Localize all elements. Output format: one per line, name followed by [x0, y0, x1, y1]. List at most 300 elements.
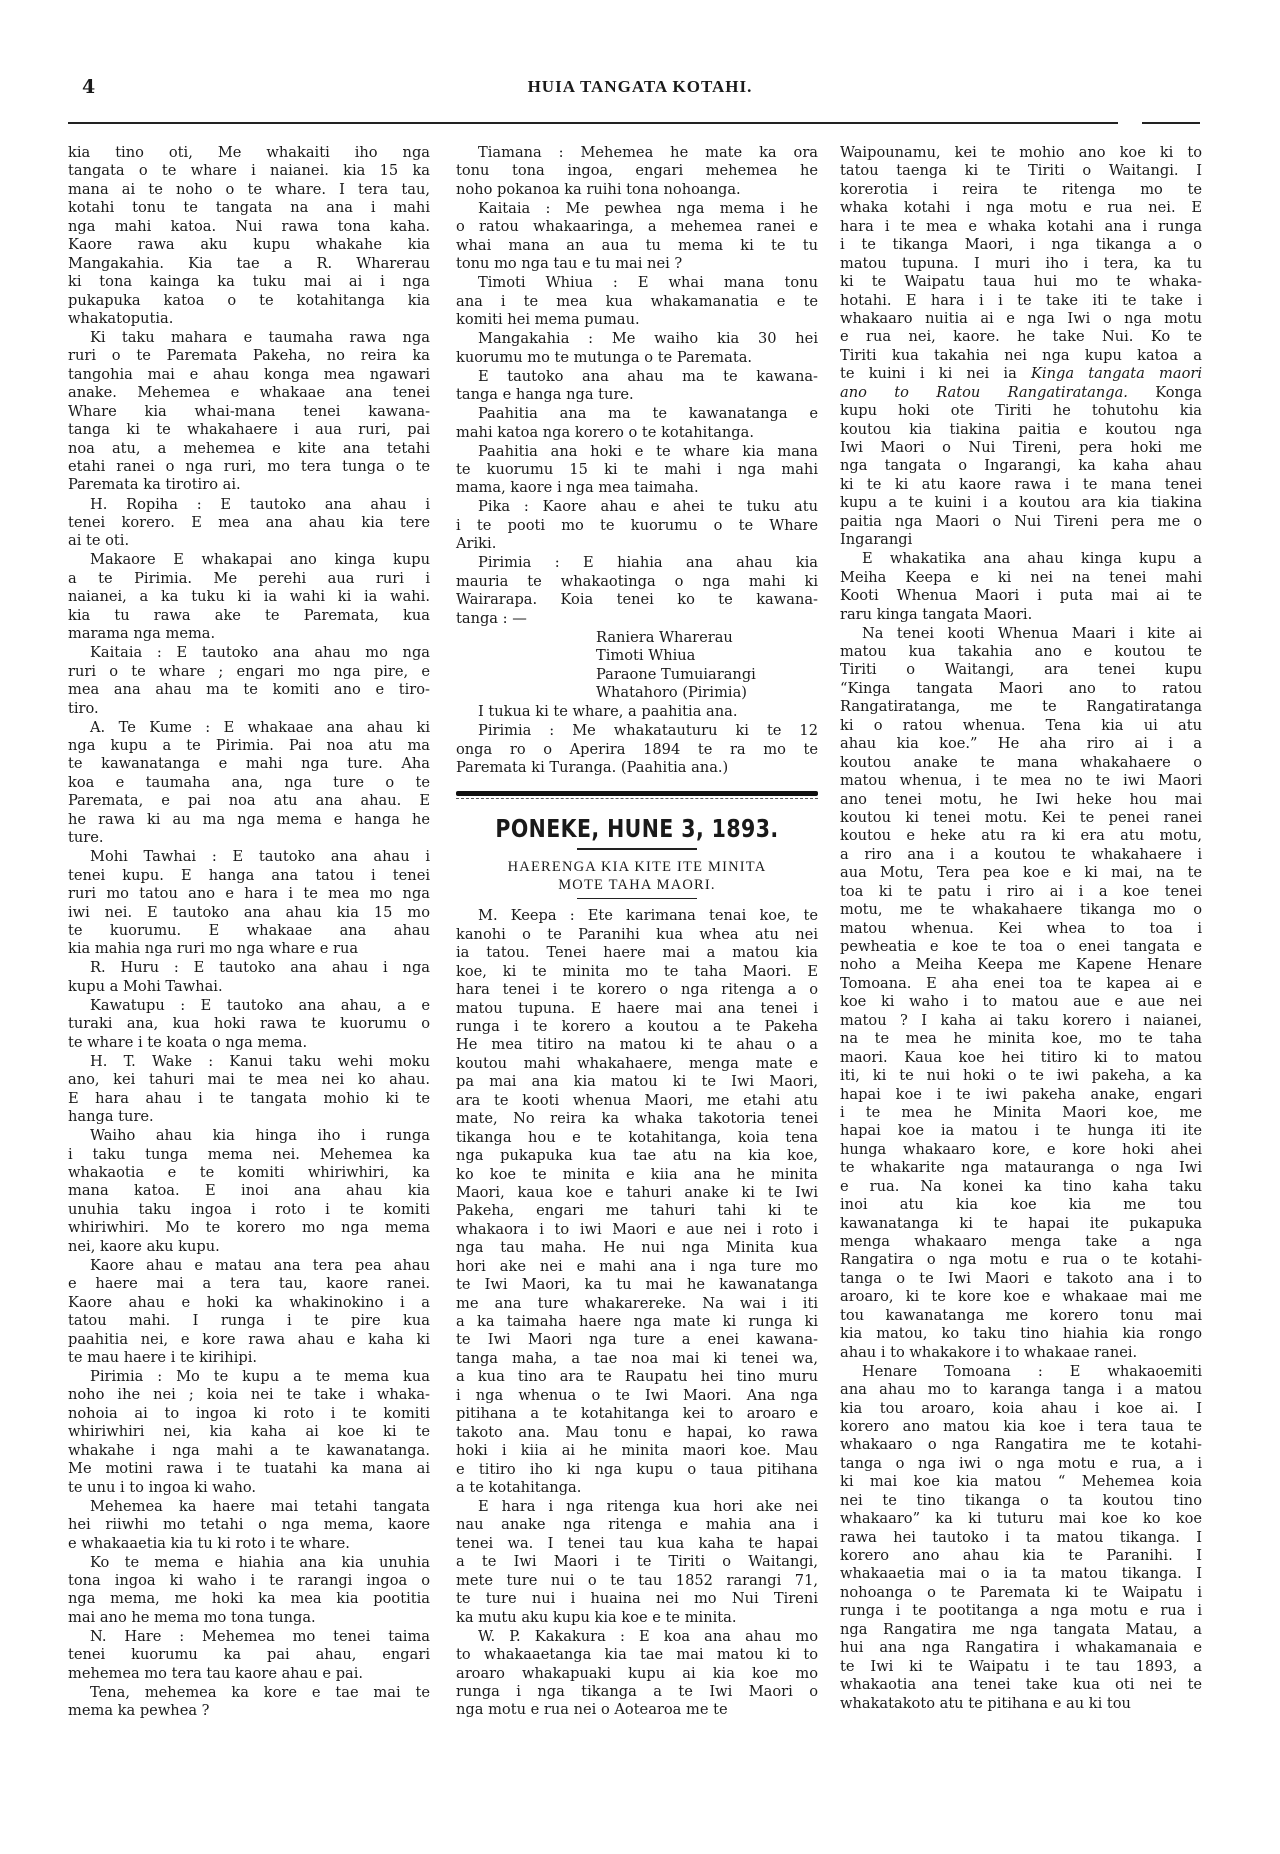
text-line: Paremata ki Turanga. (Paahitia ana.): [456, 758, 729, 776]
text-line: to whakaaetanga kia tae mai matou ki to: [456, 1646, 818, 1664]
text-line: nga mema, me hoki ka mea kia pootitia: [68, 1590, 430, 1608]
text-line: Pirimia : Mo te kupu a te mema kua: [90, 1368, 430, 1385]
text-line: rawa hei tautoko i ta matou tikanga. I: [840, 1528, 1202, 1546]
text-line: menga whakaaro menga take a nga: [840, 1233, 1202, 1250]
text-line: whakaotia e te komiti whiriwhiri, ka: [68, 1164, 430, 1181]
text-line: koutou e heke atu ra ki era atu motu,: [840, 827, 1202, 845]
text-line: tenei wa. I tenei tau kua kaha te hapai: [456, 1534, 818, 1552]
text-line: Tena, mehemea ka kore e tae mai te: [90, 1683, 430, 1701]
text-line: te Iwi ki te Waipatu i te tau 1893, a: [840, 1657, 1202, 1675]
text-line: te unu i to ingoa ki waho.: [68, 1478, 257, 1496]
text-line: ki te Waipatu taua hui mo te whaka-: [840, 273, 1202, 291]
text-line: whakatakoto atu te pitihana e au ki tou: [840, 1694, 1131, 1712]
names-list: [456, 629, 818, 703]
text-line: ahau i to whakakore i to whakaae ranei.: [840, 1343, 1138, 1361]
text-line: whakaora i to iwi Maori e aue nei i roto i: [456, 1220, 818, 1238]
paragraph: [68, 1053, 430, 1127]
text-line: mana ai te noho o te whare. I tera tau,: [68, 180, 430, 198]
text-line: ko koe te minita e kiia ana he minita: [456, 1165, 818, 1183]
text-line: Maori, kaua koe e tahuri anake ki te Iwi: [456, 1183, 818, 1201]
text-line: raru kinga tangata Maori.: [840, 605, 1033, 623]
paragraph: [68, 144, 430, 328]
text-line: He mea titiro na matou ki te ahau o a: [456, 1036, 818, 1054]
text-line: te ture nui i huaina nei mo Nui Tireni: [456, 1590, 818, 1608]
text-line: inoi atu kia koe kia me tou: [840, 1196, 1202, 1214]
text-line: kawanatanga ki te hapai ite pukapuka: [840, 1214, 1202, 1232]
section-heading: PONEKE, HUNE 3, 1893.: [495, 814, 779, 844]
text-line: Paraone Tumuiarangi: [596, 665, 756, 683]
section-divider: [456, 791, 818, 796]
text-line: Ariki.: [456, 535, 497, 553]
text-line: te kuorumu 15 ki te mahi i nga mahi: [456, 461, 818, 478]
text-line: kotahi tonu te tangata na ana i mahi: [68, 199, 430, 217]
text-line: i nga whenua o te Iwi Maori. Ana nga: [456, 1386, 818, 1404]
text-line: e rua nei, kaore. he take Nui. Ko te: [840, 328, 1202, 346]
text-line: tanga o te Iwi Maori e takoto ana i to: [840, 1269, 1202, 1287]
text-line: Whatahoro (Pirimia): [596, 684, 747, 702]
text-line: hapai koe i te iwi pakeha anake, engari: [840, 1085, 1202, 1103]
text-line: i te tikanga Maori, i nga tikanga a o: [840, 236, 1202, 254]
text-line: ki o ratou whenua. Tena kia ui atu: [840, 716, 1202, 734]
text-line: whakaaetia mai o ia ta matou tikanga. I: [840, 1565, 1202, 1583]
text-line: koutou ki tenei motu. Kei te penei ranei: [840, 808, 1202, 826]
text-line: naianei, a ka tuku ki ia wahi ki ia wahi.: [68, 588, 430, 606]
paragraph: [456, 443, 818, 498]
text-line: koe ki waho i to matou aue e aue nei: [840, 993, 1202, 1011]
column-2: [456, 144, 818, 1720]
text-line: tiro.: [68, 699, 99, 717]
text-line: Waipounamu, kei te mohio ano koe ki to: [840, 144, 1202, 161]
text-line: Kaore ahau e matau ana tera pea ahau: [90, 1256, 430, 1274]
paragraph: [456, 274, 818, 329]
text-line: E hara i nga ritenga kua hori ake nei: [478, 1498, 818, 1515]
text-line: kupu a Mohi Tawhai.: [68, 977, 223, 995]
text-line: koutou anake te mana whakahaere o: [840, 753, 1202, 771]
text-line: te kawanatanga e mahi nga ture. Aha: [68, 755, 430, 773]
text-line: kupu a te kuini i a koutou ara kia tiakina: [840, 494, 1202, 512]
text-line: tanga ki te whakahaere i aua ruri, pai: [68, 421, 430, 439]
text-line: Kooti Whenua Maori i puta mai ai te: [840, 587, 1202, 605]
text-line: Na tenei kooti Whenua Maari i kite ai: [862, 624, 1202, 642]
text-line: W. P. Kakakura : E koa ana ahau mo: [478, 1627, 818, 1645]
text-line: matou tupuna. E haere mai ana tenei i: [456, 999, 818, 1017]
text-line: whakatoputia.: [68, 309, 174, 327]
text-line: kia matou, ko taku tino hiahia kia rongo: [840, 1325, 1202, 1343]
text-line: E hara ahau i te tangata mohio ki te: [68, 1089, 430, 1107]
text-line: i te mea he Minita Maori koe, me: [840, 1103, 1202, 1121]
header-rule-end: [1142, 122, 1200, 124]
text-line: Timoti Whiua : E whai mana tonu: [478, 274, 818, 292]
text-line: tangata o te whare i naianei. kia 15 ka: [68, 162, 430, 180]
text-line: mete ture nui o te tau 1852 rarangi 71,: [456, 1571, 818, 1589]
paragraph: [68, 644, 430, 718]
paragraph: [456, 405, 818, 442]
text-line: pukapuka katoa o te kotahitanga kia: [68, 291, 430, 309]
text-line: “Kinga tangata Maori ano to ratou: [840, 679, 1202, 697]
text-line: ki mai koe kia matou “ Mehemea koia: [840, 1473, 1202, 1491]
text-line: nohoanga o te Paremata ki te Waipatu i: [840, 1583, 1202, 1601]
text-line: matou kua takahia ano e koutou te: [840, 643, 1202, 660]
text-line: ka mutu aku kupu kia koe e te minita.: [456, 1608, 737, 1626]
paragraph: [456, 1498, 818, 1627]
text-line: hotahi. E hara i i te take iti te take i: [840, 291, 1202, 309]
text-line: ruri o te whare ; engari mo nga pire, e: [68, 662, 430, 680]
paragraph: [68, 1257, 430, 1368]
text-line: tenei korero. E mea ana ahau kia tere: [68, 513, 430, 531]
text-line: Rangatiratanga, me te Rangatiratanga: [840, 698, 1202, 716]
text-line: tanga o nga iwi o nga motu e rua, a i: [840, 1454, 1202, 1472]
text-line: kuorumu mo te mutunga o te Paremata.: [456, 348, 753, 366]
text-line: mahi katoa nga korero o te kotahitanga.: [456, 423, 754, 441]
text-line: mehemea mo tera tau kaore ahau e pai.: [68, 1664, 364, 1682]
text-line: nei, kaore aku kupu.: [68, 1237, 220, 1255]
text-line: Ko te mema e hiahia ana kia unuhia: [90, 1553, 430, 1571]
text-line: hui ana nga Rangatira i whakamanaia e: [840, 1639, 1202, 1657]
text-line: Paahitia ana ma te kawanatanga e: [478, 405, 818, 423]
paragraph: [68, 1127, 430, 1256]
paragraph: [68, 1554, 430, 1628]
text-line: hei riiwhi mo tetahi o nga mema, kaore: [68, 1516, 430, 1534]
text-line: E whakatika ana ahau kinga kupu a: [862, 550, 1202, 568]
paragraph: [840, 550, 1202, 624]
text-line: te Iwi Maori nga ture a enei kawana-: [456, 1331, 818, 1349]
text-line: o ratou whakaaringa, a mehemea ranei e: [456, 218, 818, 236]
subheading-rule: [577, 898, 697, 900]
text-line: [840, 365, 1202, 383]
text-line: hara tenei i te korero o nga ritenga a o: [456, 981, 818, 999]
text-line: i te pooti mo te kuorumu o te Whare: [456, 516, 818, 534]
text-line: hunga whakaaro kore, e kore hoki ahei: [840, 1140, 1202, 1158]
text-line: paitia nga Maori o Nui Tireni pera me o: [840, 512, 1202, 530]
text-line: Paremata ka tirotiro ai.: [68, 476, 241, 494]
text-line: mate, No reira ka whaka takotoria tenei: [456, 1110, 818, 1128]
text-line: onga ro o Aperira 1894 te ra mo te: [456, 740, 818, 758]
text-line: anake. Mehemea e whakaae ana tenei: [68, 384, 430, 402]
text-line: tonu mo nga tau e tu mai nei ?: [456, 255, 683, 273]
text-line: Pirimia : Me whakatauturu ki te 12: [478, 722, 818, 740]
text-line: nohoia ai to ingoa ki roto i te komiti: [68, 1404, 430, 1422]
paragraph: [68, 719, 430, 848]
paragraph: [68, 551, 430, 643]
text-line: Raniera Wharerau: [596, 628, 733, 646]
paragraph: [68, 496, 430, 551]
text-line: Kawatupu : E tautoko ana ahau, a e: [90, 996, 430, 1014]
text-line: Pika : Kaore ahau e ahei te tuku atu: [478, 498, 818, 516]
paragraph: [68, 329, 430, 495]
text-line: whai mana an aua tu mema ki te tu: [456, 236, 818, 254]
text-line: hanga ture.: [68, 1108, 154, 1126]
text-line: i taku tunga mema nei. Mehemea ka: [68, 1145, 430, 1163]
text-line: te Iwi Maori, ka tu mai he kawanatanga: [456, 1276, 818, 1294]
text-line: tona ingoa ki waho i te rarangi ingoa o: [68, 1572, 430, 1589]
text-line: koutou mahi whakahaere, menga mate e: [456, 1054, 818, 1072]
text-line: whiriwhiri nei, kia kaha ai koe ki te: [68, 1423, 430, 1441]
text-line: hoki i kiia ai he minita maori koe. Mau: [456, 1442, 818, 1460]
paragraph: [456, 144, 818, 199]
text-line: e haere mai a tera tau, kaore ranei.: [68, 1275, 430, 1293]
text-line: Makaore E whakapai ano kinga kupu: [90, 551, 430, 569]
text-line: Whare kia whai-mana tenei kawana-: [68, 402, 430, 420]
text-line: tangohia mai e ahau konga mea ngawari: [68, 365, 430, 383]
text-line: aroaro, ki te kore koe e whakaae mai me: [840, 1288, 1202, 1306]
page-title: HUIA TANGATA KOTAHI.: [527, 77, 753, 96]
text-line: tanga maha, a tae noa mai ki tenei wa,: [456, 1349, 818, 1367]
article-subheading: [456, 858, 818, 894]
paragraph: [68, 1498, 430, 1553]
text-line: tou kawanatanga me korero tonu mai: [840, 1306, 1202, 1324]
text-line: Kaitaia : E tautoko ana ahau mo nga: [90, 644, 430, 662]
text-line: Kaitaia : Me pewhea nga mema i he: [478, 199, 818, 217]
text-line: te whakarite nga matauranga o nga Iwi: [840, 1159, 1202, 1177]
text-line: noho ihe nei ; koia nei te take i whaka-: [68, 1386, 430, 1404]
text-line: matou whenua. Kei whea to toa i: [840, 919, 1202, 937]
text-line: mema ka pewhea ?: [68, 1702, 210, 1720]
text-line: ara te kooti whenua Maori, me etahi atu: [456, 1091, 818, 1109]
text-line: nei te tino tikanga o ta koutou tino: [840, 1491, 1202, 1509]
text-line: aroaro whakapuaki kupu ai kia koe mo: [456, 1664, 818, 1682]
text-line: paahitia nei, e kore rawa ahau e kaha ki: [68, 1330, 430, 1348]
text-line: M. Keepa : Ete karimana tenai koe, te: [478, 907, 818, 925]
text-line: ruri mo tatou ano e hara i te mea mo nga: [68, 885, 430, 903]
text-line: mauria te whakaotinga o nga mahi ki: [456, 572, 818, 590]
text-line: Mehemea ka haere mai tetahi tangata: [90, 1497, 430, 1515]
text-line: Tomoana. E aha enei toa te kapea ai e: [840, 974, 1202, 992]
text-line: whakaaro o nga Rangatira me te kotahi-: [840, 1436, 1202, 1454]
text-line: kia tou aroaro, koia ahau i koe ai. I: [840, 1399, 1202, 1417]
text-line: mai ano he mema mo tona tunga.: [68, 1608, 316, 1626]
text-line: te kuorumu. E whakaae ana ahau: [68, 921, 430, 939]
text-line: whakahe i nga mahi a te kawanatanga.: [68, 1441, 430, 1459]
text-line: korero ano matou kia koe i tera taua te: [840, 1417, 1202, 1435]
text-line: Ingarangi: [840, 531, 913, 549]
text-line: hori ake nei e mahi ana i nga ture mo: [456, 1257, 818, 1275]
paragraph: [68, 959, 430, 996]
paragraph: [456, 907, 818, 1497]
column-3: [840, 144, 1202, 1714]
text-line: tenei kupu. E hanga ana tatou i tenei: [68, 866, 430, 884]
paragraph: [840, 144, 1202, 550]
text-line: ahau kia koe.” He aha riro ai i a: [840, 735, 1202, 753]
text-line: tikanga hou e te kotahitanga, koia tena: [456, 1128, 818, 1146]
text-line: ano tenei motu, he Iwi heke hou mai: [840, 790, 1202, 808]
text-line: nau anake nga ritenga e mahia ana i: [456, 1516, 818, 1534]
paragraph: [840, 625, 1202, 1363]
text-line: me ana ture whakarereke. Na wai i iti: [456, 1294, 818, 1312]
text-line: kia mahia nga ruri mo nga whare e rua: [68, 940, 359, 958]
text-line: R. Huru : E tautoko ana ahau i nga: [90, 959, 430, 977]
text-line: Paahitia ana hoki e te whare kia mana: [478, 442, 818, 460]
text-line: koutou kia tiakina paitia e koutou nga: [840, 420, 1202, 438]
text-line: hara i te mea e whaka kotahi ana i runga: [840, 217, 1202, 235]
text-line: nga tau maha. He nui nga Minita kua: [456, 1239, 818, 1257]
text-line: tatou taenga ki te Tiriti o Waitangi. I: [840, 162, 1202, 180]
text-line: nga tangata o Ingarangi, ka kaha ahau: [840, 457, 1202, 475]
header-rule: [68, 122, 1118, 124]
text-line: e rua. Na konei ka tino kaha taku: [840, 1177, 1202, 1195]
text-line: pitihana a te kotahitanga kei to aroaro e: [456, 1405, 818, 1423]
text-line: whakaotia ana tenei take kua oti nei te: [840, 1676, 1202, 1694]
text-line: a kua tino ara te Raupatu hei tino muru: [456, 1368, 818, 1386]
text-line: A. Te Kume : E whakaae ana ahau ki: [90, 718, 430, 736]
text-line: tatou mahi. I runga i te pire kua: [68, 1312, 430, 1330]
text-line: Ki taku mahara e taumaha rawa nga: [90, 328, 430, 346]
paragraph: [456, 330, 818, 367]
paragraph: [456, 722, 818, 777]
text-line: takoto ana. Mau tonu e hapai, ko rawa: [456, 1423, 818, 1441]
text-segment: te kuini i ki nei ia: [840, 365, 1032, 383]
italic-quote: ano to Ratou Rangatiratanga.: [840, 383, 1128, 401]
text-line: whakaaro nuitia ai e nga Iwi o nga motu: [840, 309, 1202, 327]
text-line: unuhia taku ingoa i roto i te komiti: [68, 1200, 430, 1218]
text-line: koa e taumaha ana, nga ture o te: [68, 773, 430, 791]
paragraph: [456, 554, 818, 628]
text-line: etahi ranei o nga ruri, mo tera tunga o te: [68, 458, 430, 476]
text-line: Kaore rawa aku kupu whakahe kia: [68, 236, 430, 254]
text-line: pewheatia e koe te toa o enei tangata e: [840, 938, 1202, 955]
text-line: a riro ana i a koutou te whakahaere i: [840, 845, 1202, 863]
text-line: N. Hare : Mehemea mo tenei taima: [90, 1627, 430, 1645]
text-line: ruri o te Paremata Pakeha, no reira ka: [68, 347, 430, 365]
text-line: whaka kotahi i nga motu e rua nei. E: [840, 199, 1202, 217]
paragraph: [456, 368, 818, 405]
text-line: kia tu rawa ake te Paremata, kua: [68, 606, 430, 624]
text-line: aua Motu, Tera pea koe e ki mai, na te: [840, 864, 1202, 882]
text-line: E tautoko ana ahau ma te kawana-: [478, 367, 818, 385]
text-line: Pakeha, engari me tahuri tahi ki te: [456, 1202, 818, 1220]
text-line: ana ahau mo to karanga tanga i a matou: [840, 1381, 1202, 1399]
text-line: Mangakahia. Kia tae a R. Wharerau: [68, 254, 430, 272]
text-line: e titiro iho ki nga kupu o taua pitihana: [456, 1460, 818, 1478]
paragraph: [68, 1628, 430, 1683]
text-line: Kaore ahau e hoki ka whakinokino i a: [68, 1293, 430, 1311]
text-line: Meiha Keepa e ki nei na tenei mahi: [840, 568, 1202, 586]
italic-quote: Kinga tangata maori: [1031, 365, 1202, 383]
text-line: Mangakahia : Me waiho kia 30 hei: [478, 330, 818, 348]
text-line: tanga : —: [456, 609, 527, 627]
text-line: komiti hei mema pumau.: [456, 311, 640, 329]
text-line: Pirimia : E hiahia ana ahau kia: [478, 554, 818, 572]
text-line: Tiamana : Mehemea he mate ka ora: [478, 144, 818, 161]
text-segment: Konga: [1127, 383, 1202, 401]
text-line: ki tona kainga ka tuku mai ai i nga: [68, 273, 430, 291]
text-line: ai te oti.: [68, 532, 130, 550]
text-line: iti, ki te nui hoki o te iwi pakeha, a ka: [840, 1067, 1202, 1085]
text-line: runga i te pootitanga a nga motu e rua i: [840, 1602, 1202, 1620]
text-line: nga Rangatira me nga tangata Matau, a: [840, 1620, 1202, 1638]
text-line: Henare Tomoana : E whakaoemiti: [862, 1362, 1202, 1380]
page-number: 4: [82, 76, 96, 98]
paragraph: [68, 997, 430, 1052]
text-line: Paremata, e pai noa atu ana ahau. E: [68, 792, 430, 810]
text-line: ia tatou. Tenei haere mai a matou kia: [456, 944, 818, 962]
text-line: hapai koe ia matou i te hunga iti ite: [840, 1122, 1202, 1140]
text-line: runga i nga tikanga a te Iwi Maori o: [456, 1682, 818, 1700]
text-line: whiriwhiri. Mo te korero mo nga mema: [68, 1219, 430, 1237]
text-line: tonu tona ingoa, engari mehemea he: [456, 162, 818, 180]
text-line: Me motini rawa i te tuatahi ka mana ai: [68, 1460, 430, 1478]
text-line: ano, kei tahuri mai te mea nei ko ahau.: [68, 1071, 430, 1089]
text-line: mama, kaore i nga mea taimaha.: [456, 479, 699, 497]
text-line: matou tupuna. I muri iho i tera, ka tu: [840, 254, 1202, 272]
text-line: runga i te korero a koutou a te Pakeha: [456, 1018, 818, 1036]
text-line: Rangatira o nga motu e rua o te kotahi-: [840, 1251, 1202, 1269]
section-divider-dotted: [456, 798, 818, 800]
text-line: matou ? I kaha ai taku korero i naianei,: [840, 1011, 1202, 1029]
text-line: Tiriti kua takahia nei nga kupu katoa a: [840, 346, 1202, 364]
text-line: marama nga mema.: [68, 625, 216, 643]
text-line: ana i te mea kua whakamanatia e te: [456, 292, 818, 310]
text-line: tenei kuorumu ka pai ahau, engari: [68, 1646, 430, 1664]
text-line: noho a Meiha Keepa me Kapene Henare: [840, 956, 1202, 974]
text-line: he rawa ki au ma nga mema e hanga he: [68, 810, 430, 828]
text-line: tanga e hanga nga ture.: [456, 386, 634, 404]
text-line: ture.: [68, 829, 104, 847]
text-line: HAERENGA KIA KITE ITE MINITA: [507, 858, 767, 875]
text-line: whakaaro” ka ki tuturu mai koe ko koe: [840, 1510, 1202, 1528]
paragraph: [456, 1628, 818, 1720]
text-line: korero ano ahau kia te Paranihi. I: [840, 1547, 1202, 1565]
text-line: H. Ropiha : E tautoko ana ahau i: [90, 495, 430, 513]
paragraph: [456, 703, 818, 721]
text-line: a ka taimaha haere nga mate ki runga ki: [456, 1313, 818, 1331]
text-line: maori. Kaua koe hei titiro ki to matou: [840, 1048, 1202, 1066]
column-1: [68, 144, 430, 1721]
text-line: I tukua ki te whare, a paahitia ana.: [478, 703, 738, 721]
text-line: [840, 384, 1202, 402]
text-line: nga motu e rua nei o Aotearoa me te: [456, 1701, 728, 1719]
text-line: mana katoa. E inoi ana ahau kia: [68, 1182, 430, 1200]
text-line: kia tino oti, Me whakaiti iho nga: [68, 144, 430, 161]
text-line: H. T. Wake : Kanui taku wehi moku: [90, 1052, 430, 1070]
text-line: Timoti Whiua: [596, 647, 696, 665]
text-line: Waiho ahau kia hinga iho i runga: [90, 1127, 430, 1145]
text-line: nga kupu a te Pirimia. Pai noa atu ma: [68, 736, 430, 754]
text-line: Wairarapa. Koia tenei ko te kawana-: [456, 591, 818, 609]
text-line: nga pukapuka kua tae atu na kia koe,: [456, 1147, 818, 1165]
text-line: e whakaaetia kia tu ki roto i te whare.: [68, 1534, 350, 1552]
text-line: Mohi Tawhai : E tautoko ana ahau i: [90, 848, 430, 866]
text-line: korerotia i reira te ritenga mo te: [840, 180, 1202, 198]
text-line: MOTE TAHA MAORI.: [558, 876, 716, 893]
text-line: te whare i te koata o nga mema.: [68, 1033, 308, 1051]
paragraph: [456, 498, 818, 553]
text-line: noa atu, a mehemea e kite ana tetahi: [68, 439, 430, 457]
text-line: te mau haere i te kirihipi.: [68, 1348, 258, 1366]
text-line: a te Pirimia. Me perehi aua ruri i: [68, 569, 430, 587]
text-line: iwi nei. E tautoko ana ahau kia 15 mo: [68, 903, 430, 921]
paragraph: [68, 1368, 430, 1497]
paragraph: [456, 200, 818, 274]
text-line: turaki ana, kua hoki rawa te kuorumu o: [68, 1015, 430, 1033]
paragraph: [68, 848, 430, 959]
text-line: a te Iwi Maori i te Tiriti o Waitangi,: [456, 1553, 818, 1571]
text-line: mea ana ahau ma te komiti ano e tiro-: [68, 681, 430, 699]
text-line: Iwi Maori o Nui Tireni, pera hoki me: [840, 439, 1202, 456]
text-line: toa ki te patu i riro ai i a koe tenei: [840, 882, 1202, 900]
text-line: koe, ki te minita mo te taha Maori. E: [456, 962, 818, 980]
text-line: kupu hoki ote Tiriti he tohutohu kia: [840, 402, 1202, 420]
text-line: kanohi o te Paranihi kua whea atu nei: [456, 925, 818, 943]
text-line: pa mai ana kia matou ki te Iwi Maori,: [456, 1073, 818, 1091]
text-line: a te kotahitanga.: [456, 1478, 582, 1496]
text-line: ki te ki atu kaore rawa i te mana tenei: [840, 475, 1202, 493]
paragraph: [68, 1684, 430, 1721]
heading-rule: [577, 848, 697, 850]
text-line: nga mahi katoa. Nui rawa tona kaha.: [68, 217, 430, 235]
text-line: na te mea he minita koe, mo te taha: [840, 1030, 1202, 1048]
text-line: matou whenua, i te mea no te iwi Maori: [840, 772, 1202, 790]
paragraph: [840, 1363, 1202, 1713]
